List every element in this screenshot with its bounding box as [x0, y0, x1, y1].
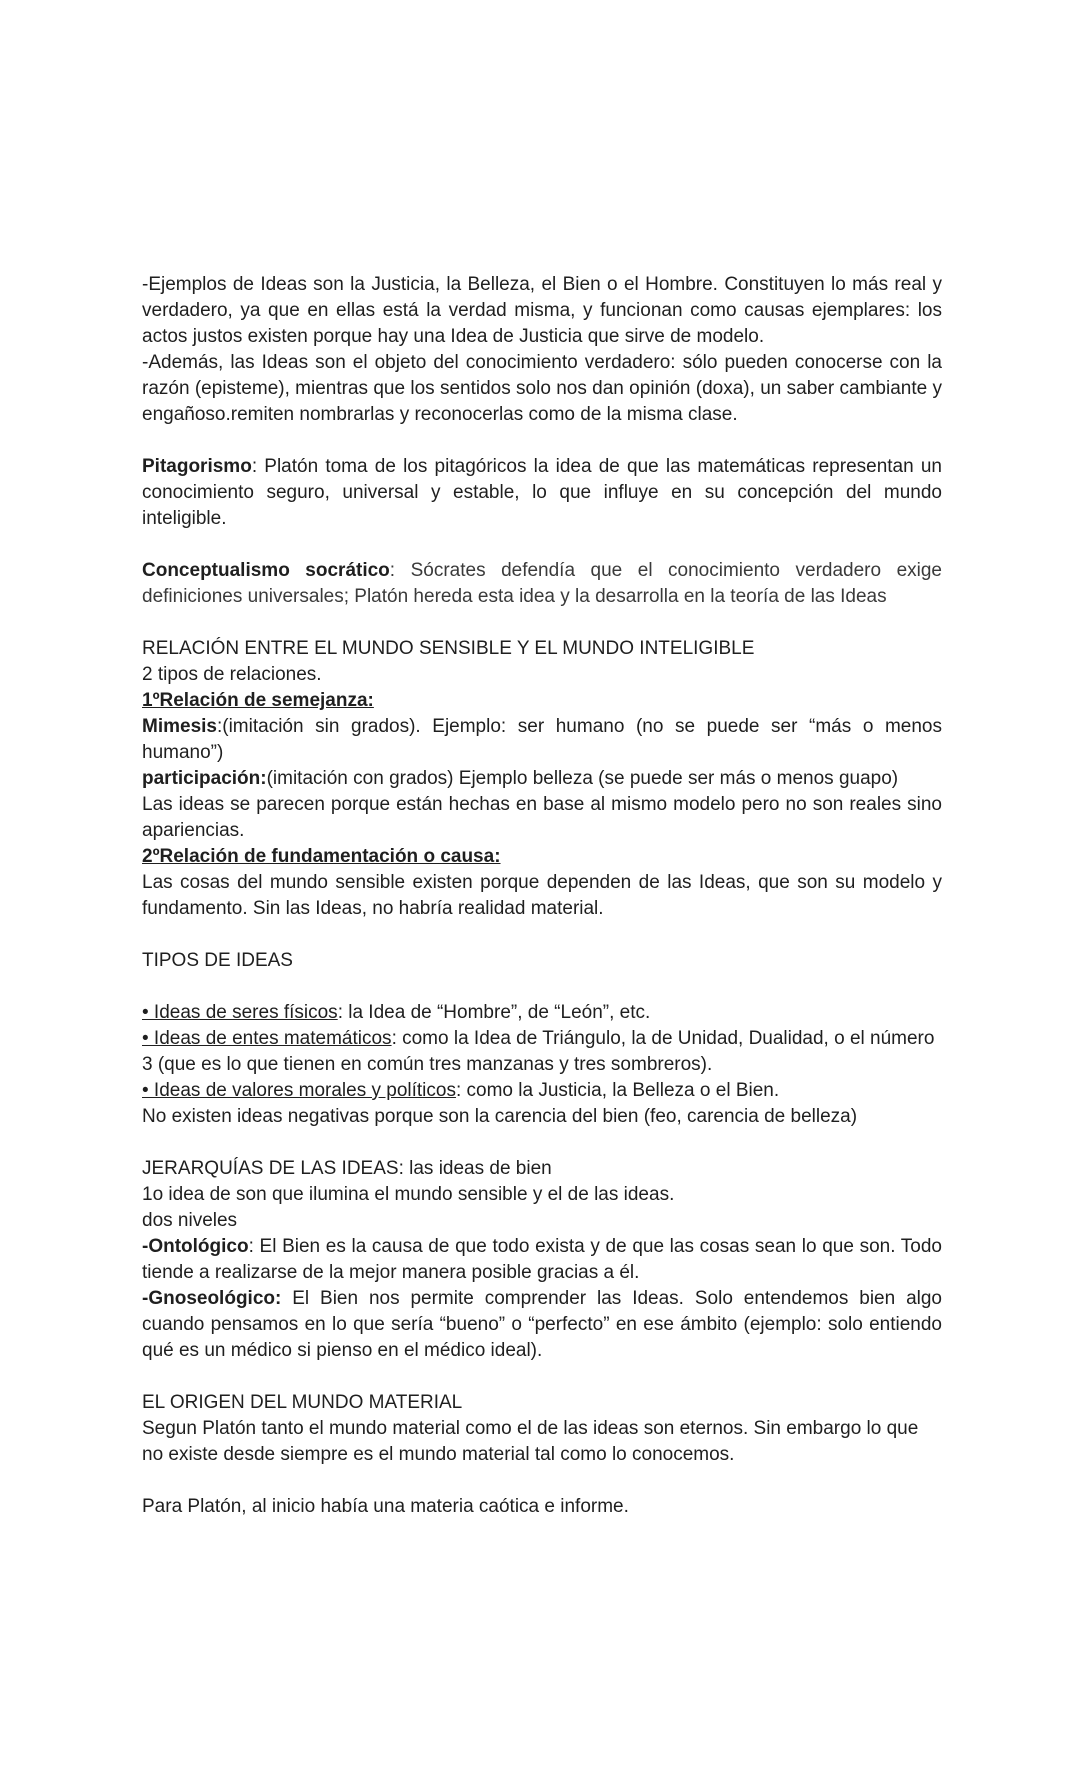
spacer	[142, 532, 942, 558]
tipos-item-2-text: : como la Idea de Triángulo, la de Unidad, Dualidad, o el número 3 (que es lo que tienen en común tres manzanas y tres sombreros).	[142, 1028, 935, 1075]
text-conceptualismo: : Sócrates defendía que el conocimiento verdadero exige definiciones universales; Platón hereda esta idea y la desarrolla en la teoría de las Ideas	[142, 560, 942, 607]
origen-final: Para Platón, al inicio había una materia caótica e informe.	[142, 1496, 629, 1517]
tipos-item-3-label: • Ideas de valores morales y políticos	[142, 1080, 456, 1101]
text-pitagorismo: : Platón toma de los pitagóricos la idea de que las matemáticas representan un conocimiento seguro, universal y estable, lo que influye en su concepción del mundo inteligible.	[142, 456, 942, 529]
spacer	[142, 428, 942, 454]
semejanza-title-text: 1ºRelación de semejanza:	[142, 690, 374, 711]
tipos-item-3	[142, 1078, 942, 1104]
text-gnoseologico: El Bien nos permite comprender las Ideas. Solo entendemos bien algo cuando pensamos en lo que sería “bueno” o “perfecto” en ese ámbito (ejemplo: solo entiendo qué es un médico si pienso en el médico ideal).	[142, 1288, 942, 1361]
origen-text: Segun Platón tanto el mundo material como el de las ideas son eternos. Sin embargo lo que no existe desde siempre es el mundo material tal como lo conocemos.	[142, 1418, 919, 1465]
semejanza-title	[142, 688, 942, 714]
paragraph-gnoseologico	[142, 1286, 942, 1364]
paragraph-mimesis	[142, 714, 942, 766]
spacer	[142, 1130, 942, 1156]
heading-tipos: TIPOS DE IDEAS	[142, 950, 293, 971]
paragraph-ejemplos: -Ejemplos de Ideas son la Justicia, la Belleza, el Bien o el Hombre. Constituyen lo más real y verdadero, ya que en ellas está la verdad misma, y funcionan como causas ejemplares: los actos justos existen porque hay una Idea de Justicia que sirve de modelo.	[142, 274, 942, 347]
tipos-item-2	[142, 1026, 942, 1078]
tipos-item-1-text: : la Idea de “Hombre”, de “León”, etc.	[337, 1002, 651, 1023]
tipos-item-1-label: • Ideas de seres físicos	[142, 1002, 338, 1023]
term-pitagorismo: Pitagorismo	[142, 456, 252, 477]
jerarquias-line-1: 1o idea de son que ilumina el mundo sensible y el de las ideas.	[142, 1184, 675, 1205]
paragraph-conceptualismo	[142, 558, 942, 610]
heading-relacion: RELACIÓN ENTRE EL MUNDO SENSIBLE Y EL MUNDO INTELIGIBLE	[142, 638, 755, 659]
tipos-item-2-label: • Ideas de entes matemáticos	[142, 1028, 392, 1049]
spacer	[142, 922, 942, 948]
tipos-item-1	[142, 1000, 942, 1026]
spacer	[142, 974, 942, 1000]
paragraph-ademas: -Además, las Ideas son el objeto del conocimiento verdadero: sólo pueden conocerse con la razón (episteme), mientras que los sentidos solo nos dan opinión (doxa), un saber cambiante y engañoso.remiten nombrarlas y reconocerlas como de la misma clase.	[142, 352, 942, 425]
spacer	[142, 1364, 942, 1390]
term-mimesis: Mimesis	[142, 716, 217, 737]
term-participacion: participación:	[142, 768, 267, 789]
heading-jerarquias: JERARQUÍAS DE LAS IDEAS: las ideas de bien	[142, 1158, 552, 1179]
heading-origen: EL ORIGEN DEL MUNDO MATERIAL	[142, 1392, 463, 1413]
tipos-item-3-text: : como la Justicia, la Belleza o el Bien.	[455, 1080, 780, 1101]
text-participacion: (imitación con grados) Ejemplo belleza (se puede ser más o menos guapo)	[266, 768, 899, 789]
spacer	[142, 610, 942, 636]
tipos-note: No existen ideas negativas porque son la carencia del bien (feo, carencia de belleza)	[142, 1106, 858, 1127]
paragraph-ontologico	[142, 1234, 942, 1286]
term-gnoseologico: -Gnoseológico:	[142, 1288, 282, 1309]
document-body	[142, 272, 942, 1520]
paragraph-participacion	[142, 766, 942, 792]
jerarquias-line-2: dos niveles	[142, 1210, 238, 1231]
spacer	[142, 1468, 942, 1494]
text-ontologico: : El Bien es la causa de que todo exista y de que las cosas sean lo que son. Todo tiende a realizarse de la mejor manera posible gracias a él.	[142, 1236, 942, 1283]
fundamentacion-title	[142, 844, 942, 870]
paragraph-pitagorismo	[142, 454, 942, 532]
fundamentacion-title-text: 2ºRelación de fundamentación o causa:	[142, 846, 501, 867]
semejanza-note: Las ideas se parecen porque están hechas en base al mismo modelo pero no son reales sino apariencias.	[142, 794, 942, 841]
text-mimesis: :(imitación sin grados). Ejemplo: ser humano (no se puede ser “más o menos humano”)	[142, 716, 942, 763]
term-ontologico: -Ontológico	[142, 1236, 249, 1257]
relacion-intro: 2 tipos de relaciones.	[142, 664, 322, 685]
fundamentacion-text: Las cosas del mundo sensible existen porque dependen de las Ideas, que son su modelo y fundamento. Sin las Ideas, no habría realidad material.	[142, 872, 942, 919]
term-conceptualismo: Conceptualismo socrático	[142, 560, 390, 581]
